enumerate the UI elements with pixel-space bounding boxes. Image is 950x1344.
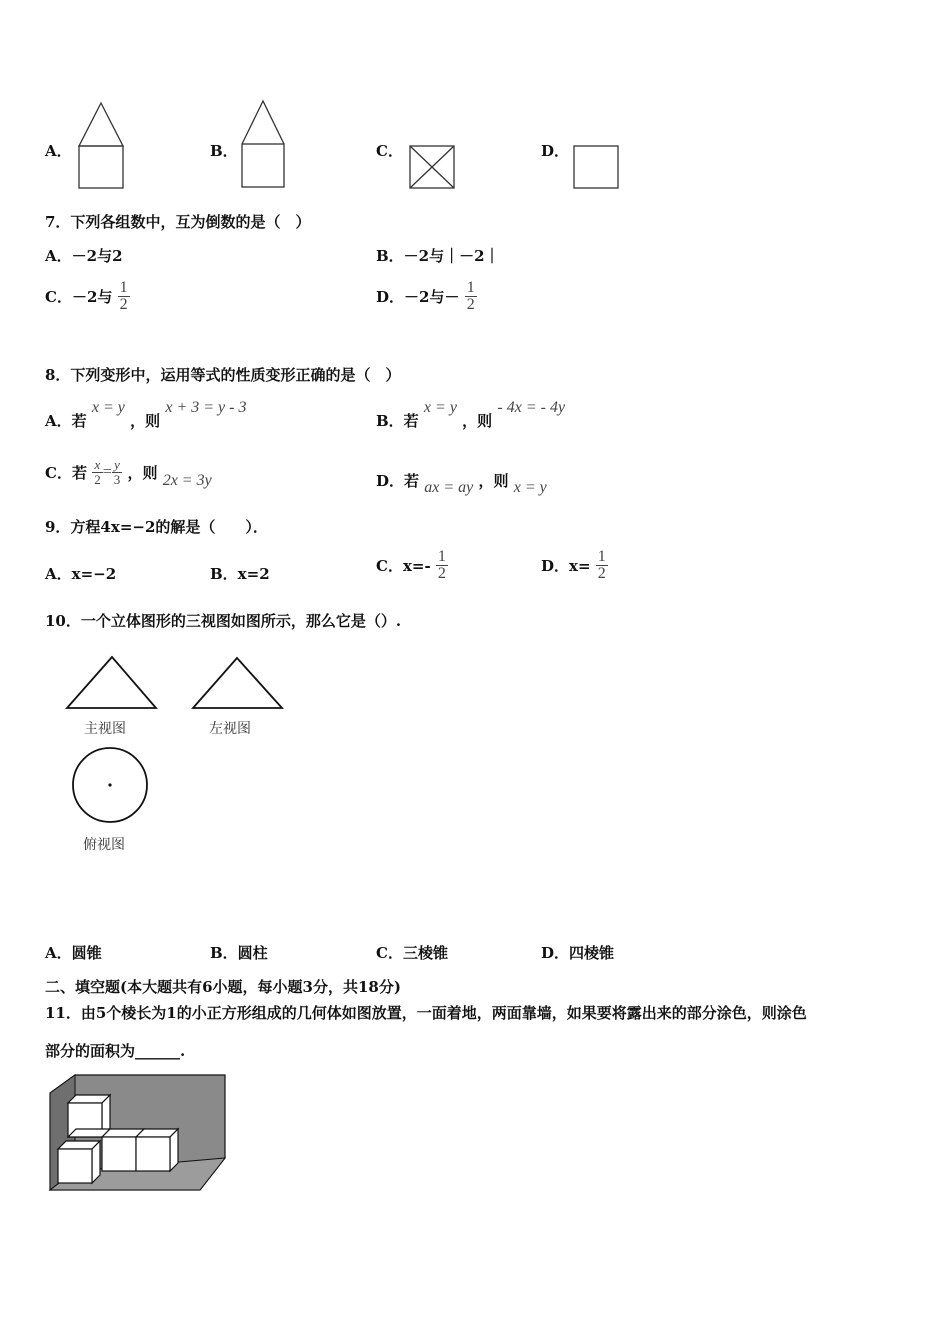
q8-c-fraction-x xyxy=(92,458,103,487)
q10-option-b: B．圆柱 xyxy=(210,944,268,962)
q8-c-result: 2x = 3y xyxy=(162,471,212,489)
q8-b-then: ，则 xyxy=(462,412,493,430)
q8-b-result: - 4x = - 4y xyxy=(497,399,566,416)
q10-side-view-figure xyxy=(190,655,286,713)
q6-option-d-label: D． xyxy=(541,142,570,160)
fraction-denominator: 3 xyxy=(113,472,121,487)
fraction-numerator: 1 xyxy=(597,548,606,565)
q9-option-c xyxy=(376,549,448,582)
fraction-denominator: 2 xyxy=(437,565,446,582)
q10-side-view-caption: 左视图 xyxy=(209,721,251,737)
q7-option-c xyxy=(45,280,130,313)
q7-option-d-fraction xyxy=(465,280,477,313)
q11-cubes-figure xyxy=(48,1073,228,1193)
q9-question: 9．方程4x=−2的解是（ ）． xyxy=(45,518,268,536)
q9-option-c-text: C．x=- xyxy=(376,557,431,575)
q8-c-then: ，则 xyxy=(127,464,158,482)
q6-figure-a xyxy=(76,100,126,192)
q7-question: 7．下列各组数中，互为倒数的是（ ） xyxy=(45,213,311,231)
q9-option-a: A．x=−2 xyxy=(45,565,117,583)
q6-figure-c xyxy=(407,143,457,191)
q10-option-d: D．四棱锥 xyxy=(541,944,615,962)
q8-a-result: x + 3 = y - 3 xyxy=(165,399,247,416)
q7-option-c-fraction xyxy=(118,280,130,313)
q8-c-equals: = xyxy=(102,463,112,481)
q6-figure-d xyxy=(571,143,621,191)
q10-top-view-figure xyxy=(70,746,152,826)
q10-front-view-figure xyxy=(64,654,160,712)
q8-c-fraction-y xyxy=(112,458,123,487)
q10-option-a: A．圆锥 xyxy=(45,944,102,962)
q6-figure-b xyxy=(238,98,290,192)
section-heading: 二、填空题(本大题共有6小题，每小题3分，共18分) xyxy=(45,978,401,996)
q9-option-d xyxy=(541,549,608,582)
q8-a-condition: x = y xyxy=(91,399,125,416)
q8-question: 8．下列变形中，运用等式的性质变形正确的是（ ） xyxy=(45,366,401,384)
fraction-denominator: 2 xyxy=(119,296,128,313)
q9-option-c-fraction xyxy=(436,549,448,582)
q8-d-label: D．若 xyxy=(376,472,420,490)
q7-option-b: B．－2与｜－2｜ xyxy=(376,247,500,265)
q8-option-a xyxy=(45,396,247,430)
q7-option-c-text: C．－2与 xyxy=(45,288,113,306)
q8-a-then: ，则 xyxy=(130,412,161,430)
q8-option-d xyxy=(376,470,547,496)
fraction-numerator: 1 xyxy=(119,279,128,296)
q8-c-label: C．若 xyxy=(45,464,87,482)
q7-option-d-text: D．－2与－ xyxy=(376,288,460,306)
fraction-denominator: 2 xyxy=(597,565,606,582)
q8-b-label: B．若 xyxy=(376,412,419,430)
q9-option-d-text: D．x= xyxy=(541,557,591,575)
q8-a-label: A．若 xyxy=(45,412,87,430)
q6-option-c-label: C． xyxy=(376,142,403,160)
fraction-denominator: 2 xyxy=(466,296,475,313)
q10-question: 10．一个立体图形的三视图如图所示，那么它是（）. xyxy=(45,612,402,630)
q9-option-b: B．x=2 xyxy=(210,565,270,583)
q8-d-result: x = y xyxy=(513,479,547,496)
fraction-numerator: y xyxy=(112,458,123,473)
q6-option-a-label: A． xyxy=(45,142,72,160)
q11-question-line2: 部分的面积为______. xyxy=(45,1042,186,1060)
fraction-numerator: 1 xyxy=(466,279,475,296)
q8-d-condition: ax = ay xyxy=(424,479,474,496)
q6-option-b-label: B． xyxy=(210,142,238,160)
q7-option-d xyxy=(376,280,477,313)
q11-question-line1: 11．由5个棱长为1的小正方形组成的几何体如图放置，一面着地，两面靠墙，如果要将露出来的部分涂色，则涂色 xyxy=(45,1004,807,1022)
q10-option-c: C．三棱锥 xyxy=(376,944,448,962)
q7-option-a: A．－2与2 xyxy=(45,247,123,265)
q8-d-then: ，则 xyxy=(478,472,509,490)
q9-option-d-fraction xyxy=(596,549,608,582)
fraction-numerator: 1 xyxy=(437,548,446,565)
q10-top-view-caption: 俯视图 xyxy=(83,837,125,853)
q10-front-view-caption: 主视图 xyxy=(84,721,126,737)
fraction-denominator: 2 xyxy=(94,472,101,487)
q8-b-condition: x = y xyxy=(423,399,457,416)
q8-option-b xyxy=(376,396,566,430)
fraction-numerator: x xyxy=(92,458,103,473)
q8-option-c xyxy=(45,458,212,487)
